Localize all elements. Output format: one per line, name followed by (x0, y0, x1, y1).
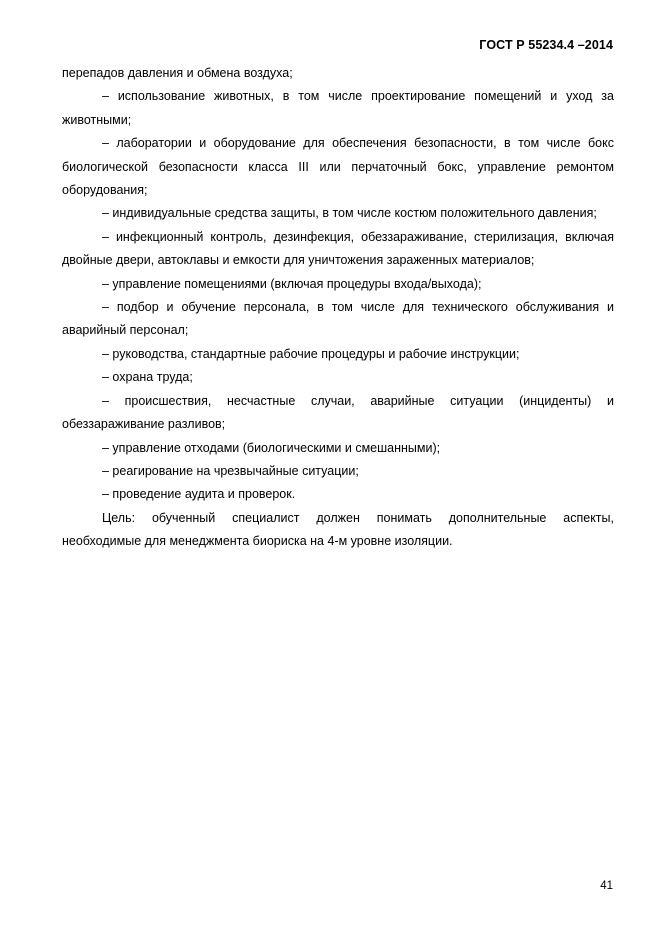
page-number: 41 (600, 880, 613, 892)
paragraph-continuation: перепадов давления и обмена воздуха; (62, 66, 293, 80)
list-item-facility-management: – управление помещениями (включая процедуры входа/выхода); (102, 276, 482, 291)
document-body (62, 62, 614, 554)
paragraph-goal: Цель: обученный специалист должен понимать дополнительные аспекты, необходимые для менеджмента биориска на 4-м уровне изоляции. (62, 510, 614, 549)
list-item-laboratories: – лаборатории и оборудование для обеспечения безопасности, в том числе бокс биологической безопасности класса III или перчаточный бокс, управление ремонтом оборудования; (62, 136, 614, 198)
list-item-procedures: – руководства, стандартные рабочие процедуры и рабочие инструкции; (102, 346, 520, 361)
list-item-waste: – управление отходами (биологическими и смешанными); (102, 440, 441, 455)
list-item-infection-control: – инфекционный контроль, дезинфекция, обеззараживание, стерилизация, включая двойные двери, автоклавы и емкости для уничтожения зараженных материалов; (62, 229, 614, 268)
list-item-occupational-safety: – охрана труда; (102, 370, 193, 385)
list-item-incidents: – происшествия, несчастные случаи, аварийные ситуации (инциденты) и обеззараживание разливов; (62, 393, 614, 432)
list-item-animals: – использование животных, в том числе проектирование помещений и уход за животными; (62, 89, 614, 127)
list-item-ppe: – индивидуальные средства защиты, в том числе костюм положительного давления; (102, 206, 597, 221)
list-item-audit: – проведение аудита и проверок. (102, 487, 296, 502)
document-header: ГОСТ Р 55234.4 –2014 (479, 38, 613, 52)
list-item-personnel: – подбор и обучение персонала, в том числе для технического обслуживания и аварийный персонал; (62, 300, 614, 338)
list-item-emergency: – реагирование на чрезвычайные ситуации; (102, 463, 359, 478)
